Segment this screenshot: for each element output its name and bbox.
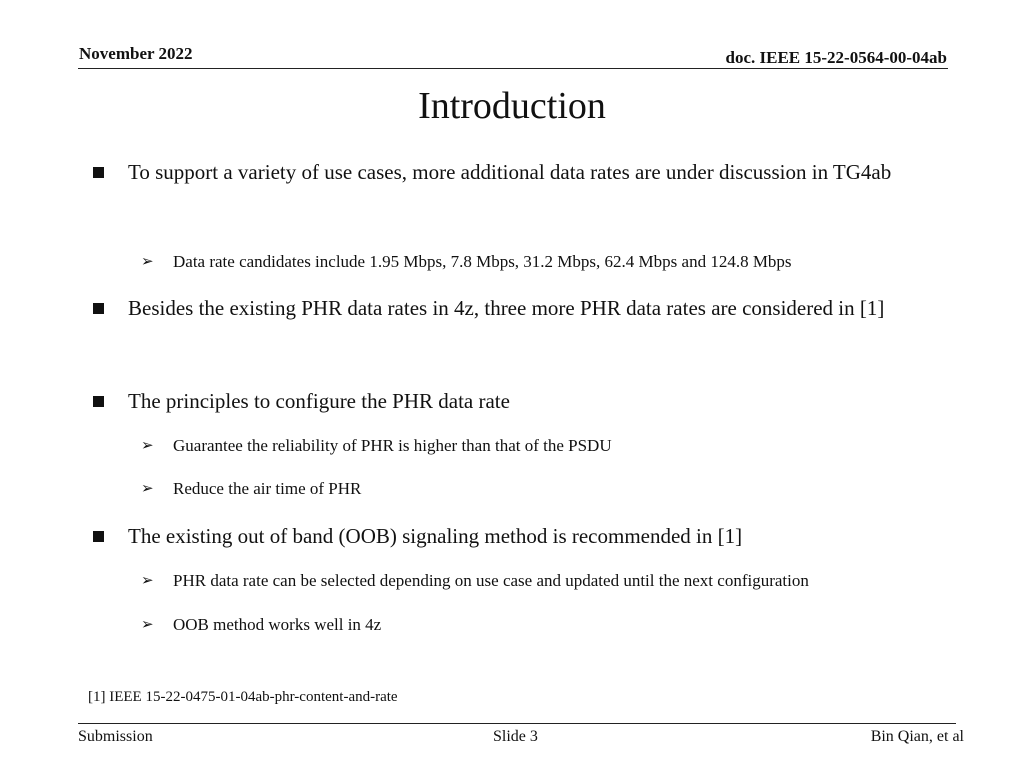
footer-divider [78, 723, 956, 724]
footnote-reference: [1] IEEE 15-22-0475-01-04ab-phr-content-and-rate [88, 689, 398, 705]
square-bullet-icon [93, 531, 104, 542]
square-bullet-icon [93, 303, 104, 314]
arrow-bullet-icon: ➢ [141, 436, 154, 454]
bullet-4-text: The existing out of band (OOB) signaling method is recommended in [1] [128, 524, 743, 548]
arrow-bullet-icon: ➢ [141, 571, 154, 589]
bullet-1-sub-1: Data rate candidates include 1.95 Mbps, 7.8 Mbps, 31.2 Mbps, 62.4 Mbps and 124.8 Mbps [173, 252, 792, 271]
arrow-bullet-icon: ➢ [141, 479, 154, 497]
arrow-bullet-icon: ➢ [141, 615, 154, 633]
bullet-4-sub-2: OOB method works well in 4z [173, 615, 382, 634]
slide-title: Introduction [418, 85, 606, 127]
square-bullet-icon [93, 167, 104, 178]
header-divider [78, 68, 948, 69]
header-doc-id: doc. IEEE 15-22-0564-00-04ab [725, 48, 947, 67]
footer-submission: Submission [78, 728, 153, 745]
bullet-1-text: To support a variety of use cases, more additional data rates are under discussion in TG4ab [128, 160, 892, 184]
bullet-3-text: The principles to configure the PHR data rate [128, 389, 510, 413]
bullet-3-sub-1: Guarantee the reliability of PHR is higher than that of the PSDU [173, 436, 612, 455]
arrow-bullet-icon: ➢ [141, 252, 154, 270]
square-bullet-icon [93, 396, 104, 407]
header-date: November 2022 [79, 44, 193, 63]
footer-slide-number: Slide 3 [493, 728, 538, 745]
footer-author: Bin Qian, et al [870, 728, 964, 745]
bullet-2-text: Besides the existing PHR data rates in 4z, three more PHR data rates are considered in [1] [128, 296, 885, 320]
bullet-3-sub-2: Reduce the air time of PHR [173, 479, 362, 498]
bullet-4-sub-1: PHR data rate can be selected depending on use case and updated until the next configuration [173, 571, 809, 590]
